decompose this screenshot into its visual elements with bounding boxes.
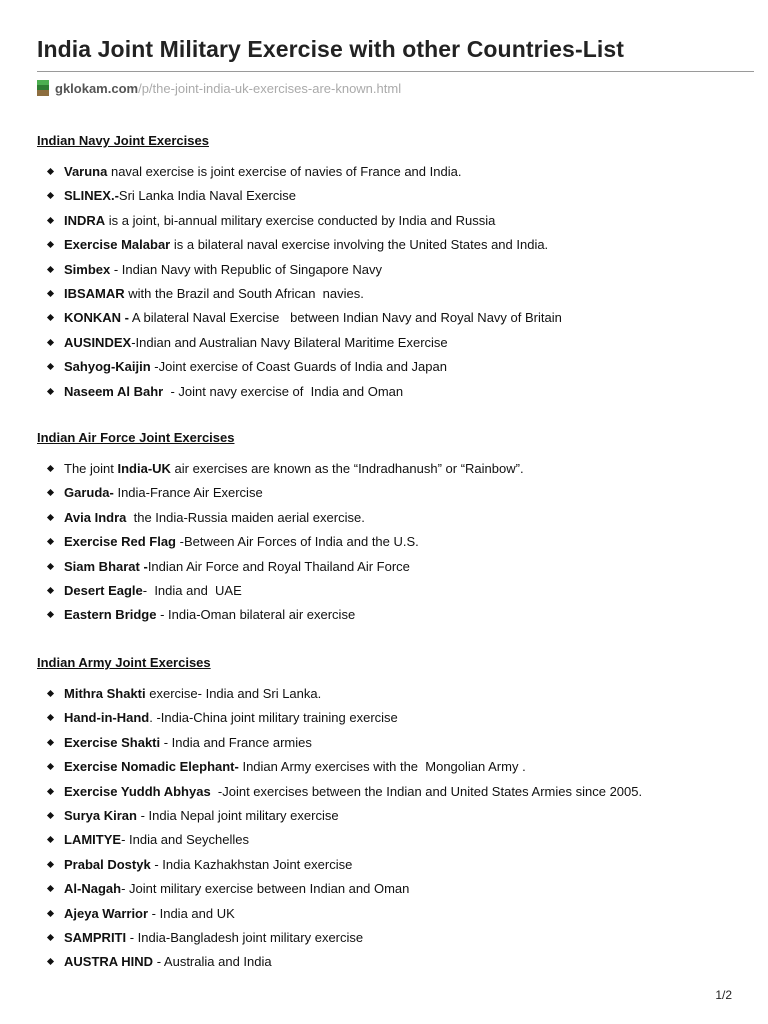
list-item [37,383,757,407]
diamond-bullet-icon [47,563,54,570]
diamond-bullet-icon [47,739,54,746]
list-item [37,831,757,855]
exercise-description: with the Brazil and South African navies. [124,285,364,301]
list-item [37,856,757,880]
exercise-description: A bilateral Naval Exercise between Indian Navy and Royal Navy of Britain [129,310,562,326]
section-heading: Indian Air Force Joint Exercises [37,430,235,445]
list-item [37,261,757,285]
exercise-description: the India-Russia maiden aerial exercise. [126,509,365,525]
list-item [37,212,757,236]
exercise-name: Simbex [64,261,111,277]
list-item [37,880,757,904]
list-item [37,709,757,733]
diamond-bullet-icon [47,611,54,618]
exercise-description: -Joint exercise of Coast Guards of India and Japan [150,359,447,375]
page-number: 1/2 [715,988,732,1002]
diamond-bullet-icon [47,836,54,843]
page-title: India Joint Military Exercise with other Countries-List [37,36,624,62]
list-item [37,929,757,953]
list-item [37,558,757,582]
diamond-bullet-icon [47,339,54,346]
diamond-bullet-icon [47,812,54,819]
exercise-description: exercise- India and Sri Lanka. [145,686,322,701]
list-item [37,734,757,758]
exercise-name: Siam Bharat - [64,558,148,574]
exercise-description: naval exercise is joint exercise of navies of France and India. [107,164,462,179]
exercise-name: SLINEX.- [64,188,119,204]
list-item [37,358,757,382]
diamond-bullet-icon [47,217,54,224]
list-item [37,807,757,831]
diamond-bullet-icon [47,538,54,545]
airforce-section [37,428,757,631]
diamond-bullet-icon [47,465,54,472]
list-item [37,236,757,260]
exercise-name: Exercise Nomadic Elephant- [64,759,239,775]
diamond-bullet-icon [47,934,54,941]
list-item [37,758,757,782]
list-item [37,509,757,533]
exercise-name: Prabal Dostyk [64,856,151,872]
exercise-name: Exercise Shakti [64,734,161,750]
list-item [37,685,757,709]
diamond-bullet-icon [47,266,54,273]
exercise-name: INDRA [64,212,106,228]
list-item [37,309,757,333]
exercise-description: - India Kazhakhstan Joint exercise [150,856,353,872]
exercise-description: - India-Oman bilateral air exercise [156,607,356,623]
diamond-bullet-icon [47,314,54,321]
title-divider [37,71,754,72]
diamond-bullet-icon [47,885,54,892]
source-path[interactable]: /p/the-joint-india-uk-exercises-are-known.html [138,80,402,96]
exercise-description: air exercises are known as the “Indradhanush” or “Rainbow”. [170,461,524,476]
navy-section [37,131,757,407]
list-item [37,783,757,807]
exercise-name: IBSAMAR [64,285,125,301]
source-domain[interactable]: gklokam.com [55,80,139,96]
exercise-name: Exercise Red Flag [64,534,176,550]
list-item [37,606,757,630]
list-item [37,484,757,508]
exercise-list [37,685,757,978]
exercise-name: AUSTRA HIND [64,954,154,970]
exercise-list [37,460,757,631]
exercise-name: India-UK [117,461,171,476]
exercise-description: Indian Air Force and Royal Thailand Air Force [147,558,410,574]
item-prefix: The joint [64,461,118,476]
exercise-name: Avia Indra [64,509,127,525]
diamond-bullet-icon [47,192,54,199]
section-heading: Indian Navy Joint Exercises [37,133,209,148]
exercise-name: Mithra Shakti [64,686,146,701]
exercise-name: SAMPRITI [64,929,127,945]
exercise-name: LAMITYE [64,832,122,848]
list-item [37,905,757,929]
list-item [37,163,757,187]
exercise-name: Varuna [64,164,108,179]
diamond-bullet-icon [47,168,54,175]
exercise-name: Exercise Yuddh Abhyas [64,783,211,799]
army-section [37,653,757,978]
exercise-name: Desert Eagle [64,582,143,598]
book-icon [37,80,49,96]
exercise-description: is a bilateral naval exercise involving the United States and India. [170,237,549,253]
diamond-bullet-icon [47,909,54,916]
list-item [37,953,757,977]
diamond-bullet-icon [47,514,54,521]
exercise-description: - India and Seychelles [121,832,249,848]
exercise-description: -Indian and Australian Navy Bilateral Maritime Exercise [131,334,448,350]
exercise-name: Surya Kiran [64,807,137,823]
diamond-bullet-icon [47,241,54,248]
exercise-description: -Joint exercises between the Indian and United States Armies since 2005. [210,783,643,799]
diamond-bullet-icon [47,690,54,697]
diamond-bullet-icon [47,587,54,594]
exercise-description: - India-Bangladesh joint military exercise [126,929,364,945]
exercise-list [37,163,757,407]
exercise-name: Eastern Bridge [64,607,157,623]
diamond-bullet-icon [47,714,54,721]
list-item [37,187,757,211]
exercise-name: Garuda- [64,485,114,501]
diamond-bullet-icon [47,788,54,795]
list-item [37,582,757,606]
exercise-name: Hand-in-Hand [64,710,150,726]
exercise-description: Sri Lanka India Naval Exercise [118,188,296,204]
diamond-bullet-icon [47,290,54,297]
exercise-name: AUSINDEX [64,334,132,350]
exercise-description: -Between Air Forces of India and the U.S. [176,534,419,550]
exercise-description: is a joint, bi-annual military exercise conducted by India and Russia [105,212,496,228]
list-item [37,460,757,484]
diamond-bullet-icon [47,958,54,965]
exercise-name: Ajeya Warrior [64,905,149,921]
source-link[interactable] [37,78,401,98]
diamond-bullet-icon [47,861,54,868]
exercise-description: India-France Air Exercise [113,485,263,501]
exercise-description: - Joint military exercise between Indian and Oman [121,881,410,897]
exercise-description: - Australia and India [153,954,272,970]
exercise-name: Al-Nagah [64,881,122,897]
diamond-bullet-icon [47,363,54,370]
diamond-bullet-icon [47,763,54,770]
list-item [37,285,757,309]
exercise-name: Sahyog-Kaijin [64,359,151,375]
exercise-description: . -India-China joint military training exercise [149,710,398,726]
exercise-description: - India and UK [148,905,235,921]
exercise-description: - India Nepal joint military exercise [136,807,339,823]
exercise-description: - Joint navy exercise of India and Oman [163,383,404,399]
exercise-name: Exercise Malabar [64,237,171,253]
section-heading: Indian Army Joint Exercises [37,655,211,670]
list-item [37,533,757,557]
exercise-name: Naseem Al Bahr [64,383,164,399]
exercise-description: - India and UAE [142,582,242,598]
exercise-description: - Indian Navy with Republic of Singapore Navy [110,261,382,277]
exercise-description: Indian Army exercises with the Mongolian Army . [238,759,526,775]
list-item [37,334,757,358]
exercise-description: - India and France armies [160,734,312,750]
diamond-bullet-icon [47,489,54,496]
exercise-name: KONKAN - [64,310,129,326]
diamond-bullet-icon [47,387,54,394]
